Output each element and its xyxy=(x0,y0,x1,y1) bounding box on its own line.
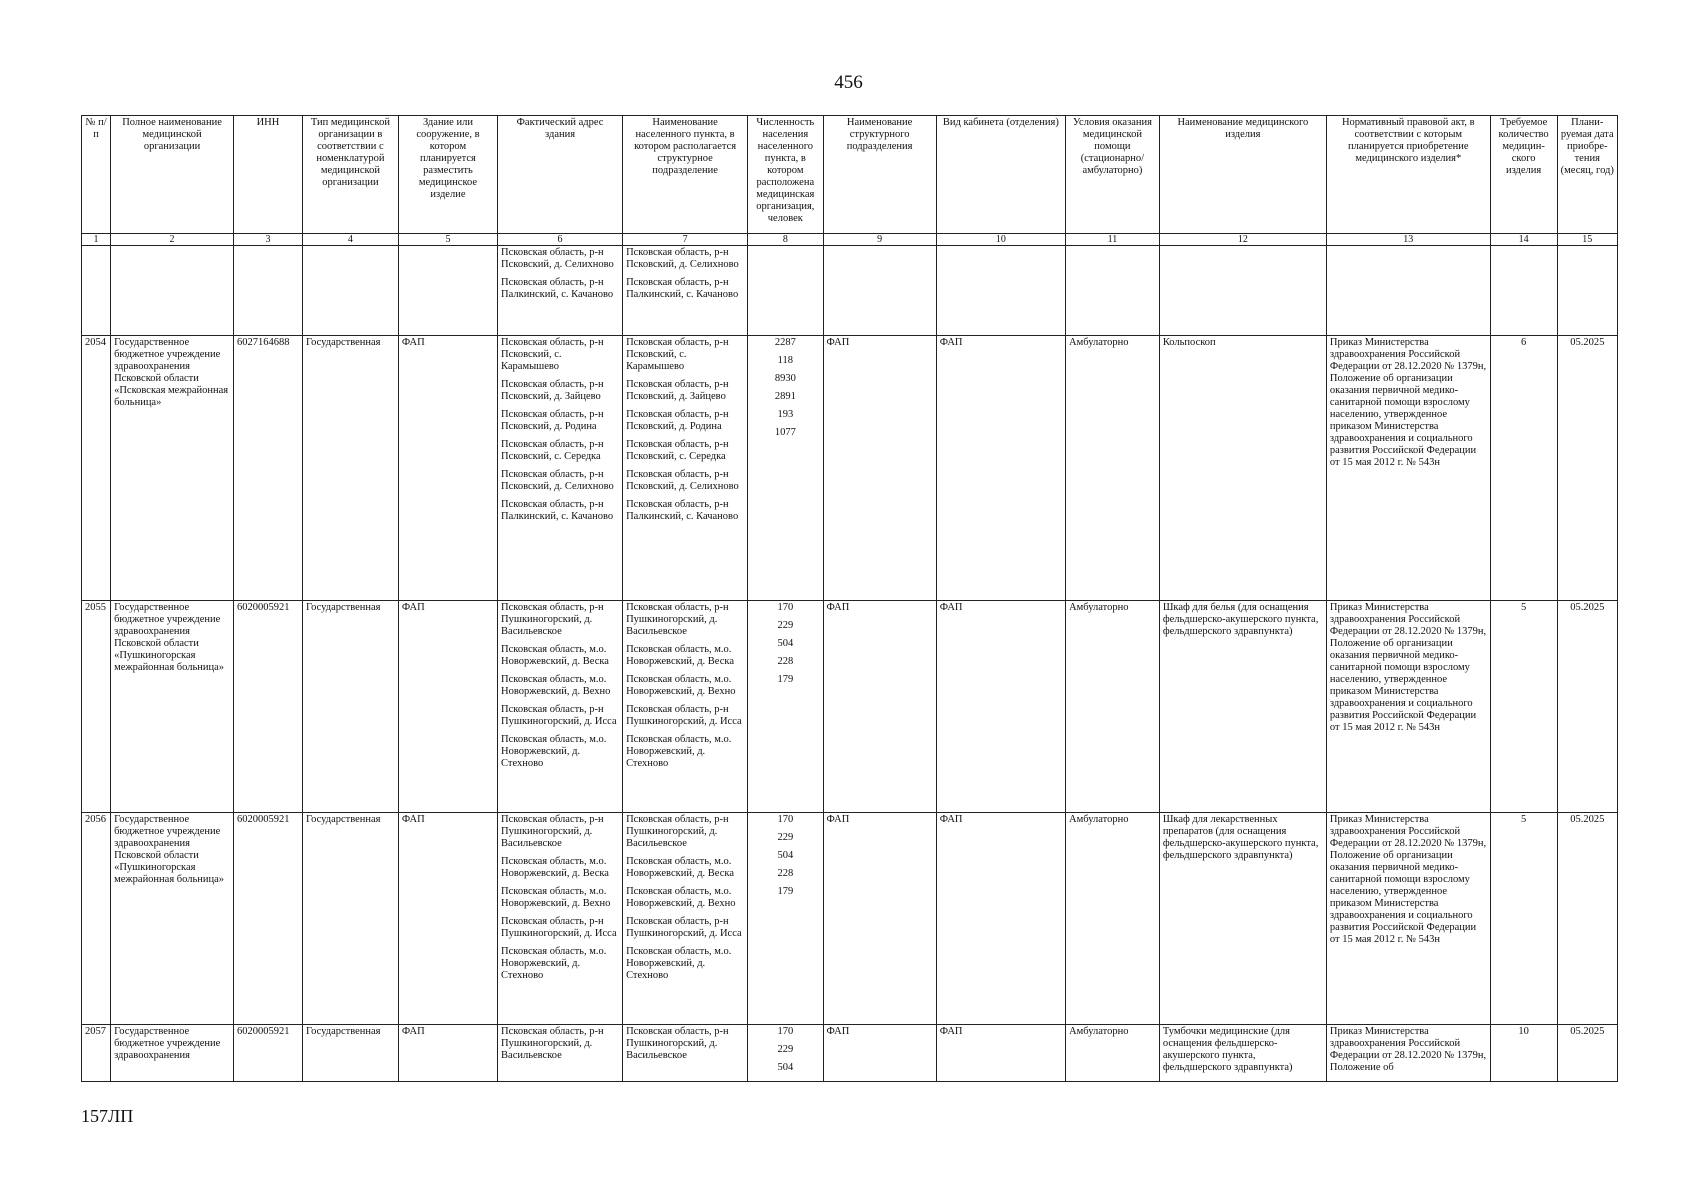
header-cell: № п/п xyxy=(82,116,111,234)
header-cell: Полное наименование медицинской организации xyxy=(111,116,234,234)
address-entry: Псковская область, р-н Пушкиногорский, д. Васильевское xyxy=(501,602,604,637)
device-name: Шкаф для лекарственных препаратов (для оснащения фельдшерско-акушерского пункта, фельдшерского здравпункта) xyxy=(1159,813,1326,1025)
population-value: 229 xyxy=(777,1044,794,1055)
address-entry: Псковская область, р-н Псковский, д. Зайцево xyxy=(501,379,604,402)
address-entry: Псковская область, р-н Палкинский, с. Качаново xyxy=(501,499,614,522)
planned-date: 05.2025 xyxy=(1557,813,1617,1025)
device-name: Кольпоскоп xyxy=(1159,336,1326,601)
header-cell: Нормативный правовой акт, в соответствии с которым планируется приобретение медицинского изделия* xyxy=(1326,116,1490,234)
address-cell xyxy=(498,1025,623,1082)
inn: 6020005921 xyxy=(233,813,302,1025)
continuation-row xyxy=(82,246,1618,336)
population-value: 504 xyxy=(777,638,794,649)
empty-cell xyxy=(1490,246,1557,336)
population-value: 8930 xyxy=(774,373,796,384)
settlement-entry: Псковская область, р-н Псковский, д. Родина xyxy=(626,409,729,432)
column-number: 8 xyxy=(748,234,823,246)
planned-date: 05.2025 xyxy=(1557,601,1617,813)
row-number: 2055 xyxy=(82,601,111,813)
address-entry: Псковская область, р-н Псковский, д. Селихново xyxy=(501,247,614,270)
column-number: 9 xyxy=(823,234,936,246)
org-name: Государственное бюджетное учреждение здравоохранения Псковской области «Пушкиногорская межрайонная больница» xyxy=(111,813,234,1025)
table-row xyxy=(82,1025,1618,1082)
address-entry: Псковская область, м.о. Новоржевский, д. Стехново xyxy=(501,734,607,769)
settlement-cell xyxy=(623,246,748,336)
inn: 6020005921 xyxy=(233,1025,302,1082)
population-value: 229 xyxy=(777,832,794,843)
care-conditions: Амбулаторно xyxy=(1066,601,1160,813)
care-conditions: Амбулаторно xyxy=(1066,1025,1160,1082)
population-value: 2891 xyxy=(774,391,796,402)
header-cell: Условия оказания медицинской помощи (стационарно/ амбулаторно) xyxy=(1066,116,1160,234)
address-entry: Псковская область, р-н Палкинский, с. Качаново xyxy=(501,277,614,300)
legal-act: Приказ Министерства здравоохранения Российской Федерации от 28.12.2020 № 1379н, Положение об xyxy=(1326,1025,1490,1082)
settlement-entry: Псковская область, м.о. Новоржевский, д. Вехно xyxy=(626,674,736,697)
empty-cell xyxy=(233,246,302,336)
legal-act: Приказ Министерства здравоохранения Российской Федерации от 28.12.2020 № 1379н, Положение об организации оказания первичной медико-санитарной помощи взрослому населению, утвержденное приказом Министерства здравоохранения и социального развития Российской Федерации от 15 мая 2012 г. № 543н xyxy=(1326,336,1490,601)
org-type: Государственная xyxy=(302,1025,398,1082)
table-row xyxy=(82,336,1618,601)
settlement-entry: Псковская область, р-н Псковский, д. Зайцево xyxy=(626,379,729,402)
header-cell: Фактический адрес здания xyxy=(498,116,623,234)
org-name: Государственное бюджетное учреждение здравоохранения Псковской области «Псковская межрайонная больница» xyxy=(111,336,234,601)
settlement-cell xyxy=(623,336,748,601)
population-cell xyxy=(748,601,823,813)
column-number: 4 xyxy=(302,234,398,246)
empty-cell xyxy=(398,246,497,336)
quantity: 5 xyxy=(1490,601,1557,813)
empty-cell xyxy=(1159,246,1326,336)
settlement-entry: Псковская область, р-н Пушкиногорский, д. Исса xyxy=(626,916,742,939)
population-value: 179 xyxy=(777,886,794,897)
settlement-entry: Псковская область, м.о. Новоржевский, д. Стехново xyxy=(626,946,732,981)
device-name: Тумбочки медицинские (для оснащения фельдшерско-акушерского пункта, фельдшерского здравпункта) xyxy=(1159,1025,1326,1082)
empty-cell xyxy=(82,246,111,336)
population-cell xyxy=(748,336,823,601)
header-cell: Вид кабинета (отделения) xyxy=(936,116,1065,234)
address-entry: Псковская область, р-н Псковский, д. Селихново xyxy=(501,469,614,492)
settlement-entry: Псковская область, м.о. Новоржевский, д. Веска xyxy=(626,644,734,667)
address-cell xyxy=(498,336,623,601)
care-conditions: Амбулаторно xyxy=(1066,813,1160,1025)
header-cell: ИНН xyxy=(233,116,302,234)
population-value: 170 xyxy=(777,814,794,825)
population-value: 1077 xyxy=(774,427,796,438)
column-number: 15 xyxy=(1557,234,1617,246)
settlement-entry: Псковская область, р-н Палкинский, с. Качаново xyxy=(626,499,739,522)
address-entry: Псковская область, р-н Псковский, с. Середка xyxy=(501,439,604,462)
column-number: 10 xyxy=(936,234,1065,246)
settlement-entry: Псковская область, р-н Пушкиногорский, д. Васильевское xyxy=(626,1026,729,1061)
structural-unit: ФАП xyxy=(823,601,936,813)
population-value: 228 xyxy=(777,656,794,667)
address-cell xyxy=(498,813,623,1025)
settlement-cell xyxy=(623,813,748,1025)
settlement-entry: Псковская область, м.о. Новоржевский, д. Вехно xyxy=(626,886,736,909)
address-entry: Псковская область, м.о. Новоржевский, д. Вехно xyxy=(501,674,611,697)
population-value: 228 xyxy=(777,868,794,879)
population-value: 170 xyxy=(777,602,794,613)
column-number: 12 xyxy=(1159,234,1326,246)
address-entry: Псковская область, р-н Пушкиногорский, д. Васильевское xyxy=(501,814,604,849)
address-entry: Псковская область, м.о. Новоржевский, д. Веска xyxy=(501,856,609,879)
population-cell xyxy=(748,1025,823,1082)
structural-unit: ФАП xyxy=(823,336,936,601)
building: ФАП xyxy=(398,336,497,601)
cabinet-type: ФАП xyxy=(936,336,1065,601)
settlement-cell xyxy=(623,1025,748,1082)
address-entry: Псковская область, м.о. Новоржевский, д. Веска xyxy=(501,644,609,667)
empty-cell xyxy=(1557,246,1617,336)
structural-unit: ФАП xyxy=(823,813,936,1025)
inn: 6020005921 xyxy=(233,601,302,813)
empty-cell xyxy=(1066,246,1160,336)
cabinet-type: ФАП xyxy=(936,601,1065,813)
row-number: 2054 xyxy=(82,336,111,601)
settlement-entry: Псковская область, м.о. Новоржевский, д. Веска xyxy=(626,856,734,879)
settlement-entry: Псковская область, р-н Псковский, с. Середка xyxy=(626,439,729,462)
column-number: 11 xyxy=(1066,234,1160,246)
settlement-entry: Псковская область, р-н Пушкиногорский, д. Васильевское xyxy=(626,814,729,849)
settlement-entry: Псковская область, р-н Пушкиногорский, д. Исса xyxy=(626,704,742,727)
quantity: 6 xyxy=(1490,336,1557,601)
row-number: 2056 xyxy=(82,813,111,1025)
quantity: 10 xyxy=(1490,1025,1557,1082)
population-value: 118 xyxy=(777,355,793,366)
header-cell: Наименование медицинского изделия xyxy=(1159,116,1326,234)
cabinet-type: ФАП xyxy=(936,813,1065,1025)
header-cell: Плани-руемая дата приобре-тения (месяц, год) xyxy=(1557,116,1617,234)
address-entry: Псковская область, м.о. Новоржевский, д. Вехно xyxy=(501,886,611,909)
empty-cell xyxy=(823,246,936,336)
population-value: 229 xyxy=(777,620,794,631)
header-cell: Тип медицинской организации в соответствии с номенклатурой медицинской организации xyxy=(302,116,398,234)
header-row xyxy=(82,116,1618,234)
column-number: 7 xyxy=(623,234,748,246)
address-entry: Псковская область, р-н Пушкиногорский, д. Исса xyxy=(501,704,617,727)
empty-cell xyxy=(936,246,1065,336)
settlement-entry: Псковская область, р-н Псковский, с. Карамышево xyxy=(626,337,729,372)
address-entry: Псковская область, р-н Пушкиногорский, д. Васильевское xyxy=(501,1026,604,1061)
population-value: 193 xyxy=(777,409,794,420)
row-number: 2057 xyxy=(82,1025,111,1082)
column-number: 2 xyxy=(111,234,234,246)
empty-cell xyxy=(302,246,398,336)
org-type: Государственная xyxy=(302,601,398,813)
structural-unit: ФАП xyxy=(823,1025,936,1082)
settlement-entry: Псковская область, р-н Пушкиногорский, д. Васильевское xyxy=(626,602,729,637)
address-entry: Псковская область, р-н Псковский, с. Карамышево xyxy=(501,337,604,372)
empty-cell xyxy=(111,246,234,336)
empty-cell xyxy=(748,246,823,336)
header-cell: Здание или сооружение, в котором планируется разместить медицинское изделие xyxy=(398,116,497,234)
column-number: 13 xyxy=(1326,234,1490,246)
care-conditions: Амбулаторно xyxy=(1066,336,1160,601)
org-type: Государственная xyxy=(302,336,398,601)
building: ФАП xyxy=(398,813,497,1025)
legal-act: Приказ Министерства здравоохранения Российской Федерации от 28.12.2020 № 1379н, Положение об организации оказания первичной медико-санитарной помощи взрослому населению, утвержденное приказом Министерства здравоохранения и социального развития Российской Федерации от 15 мая 2012 г. № 543н xyxy=(1326,601,1490,813)
settlement-entry: Псковская область, р-н Псковский, д. Селихново xyxy=(626,247,739,270)
table-row xyxy=(82,601,1618,813)
address-entry: Псковская область, р-н Псковский, д. Родина xyxy=(501,409,604,432)
planned-date: 05.2025 xyxy=(1557,336,1617,601)
settlement-cell xyxy=(623,601,748,813)
legal-act: Приказ Министерства здравоохранения Российской Федерации от 28.12.2020 № 1379н, Положение об организации оказания первичной медико-санитарной помощи взрослому населению, утвержденное приказом Министерства здравоохранения и социального развития Российской Федерации от 15 мая 2012 г. № 543н xyxy=(1326,813,1490,1025)
org-name: Государственное бюджетное учреждение здравоохранения xyxy=(111,1025,234,1082)
quantity: 5 xyxy=(1490,813,1557,1025)
address-entry: Псковская область, м.о. Новоржевский, д. Стехново xyxy=(501,946,607,981)
column-number: 5 xyxy=(398,234,497,246)
address-cell xyxy=(498,601,623,813)
column-number: 14 xyxy=(1490,234,1557,246)
population-value: 504 xyxy=(777,1062,794,1073)
column-number: 6 xyxy=(498,234,623,246)
planned-date: 05.2025 xyxy=(1557,1025,1617,1082)
header-cell: Численность населения населенного пункта, в котором расположена медицинская организация, человек xyxy=(748,116,823,234)
settlement-entry: Псковская область, м.о. Новоржевский, д. Стехново xyxy=(626,734,732,769)
address-entry: Псковская область, р-н Пушкиногорский, д. Исса xyxy=(501,916,617,939)
inn: 6027164688 xyxy=(233,336,302,601)
device-name: Шкаф для белья (для оснащения фельдшерско-акушерского пункта, фельдшерского здравпункта) xyxy=(1159,601,1326,813)
population-value: 179 xyxy=(777,674,794,685)
document-code: 157ЛП xyxy=(81,1106,134,1126)
equipment-table xyxy=(81,115,1618,1082)
building: ФАП xyxy=(398,601,497,813)
population-value: 170 xyxy=(777,1026,794,1037)
header-cell: Наименование структурного подразделения xyxy=(823,116,936,234)
population-cell xyxy=(748,813,823,1025)
population-value: 504 xyxy=(777,850,794,861)
empty-cell xyxy=(1326,246,1490,336)
org-name: Государственное бюджетное учреждение здравоохранения Псковской области «Пушкиногорская межрайонная больница» xyxy=(111,601,234,813)
building: ФАП xyxy=(398,1025,497,1082)
population-value: 2287 xyxy=(774,337,796,348)
address-cell xyxy=(498,246,623,336)
settlement-entry: Псковская область, р-н Псковский, д. Селихново xyxy=(626,469,739,492)
column-number: 3 xyxy=(233,234,302,246)
column-number-row xyxy=(82,234,1618,246)
cabinet-type: ФАП xyxy=(936,1025,1065,1082)
table-row xyxy=(82,813,1618,1025)
page-number: 456 xyxy=(834,72,863,93)
settlement-entry: Псковская область, р-н Палкинский, с. Качаново xyxy=(626,277,739,300)
column-number: 1 xyxy=(82,234,111,246)
header-cell: Наименование населенного пункта, в котором располагается структурное подразделение xyxy=(623,116,748,234)
org-type: Государственная xyxy=(302,813,398,1025)
header-cell: Требуемое количество медицин-ского изделия xyxy=(1490,116,1557,234)
